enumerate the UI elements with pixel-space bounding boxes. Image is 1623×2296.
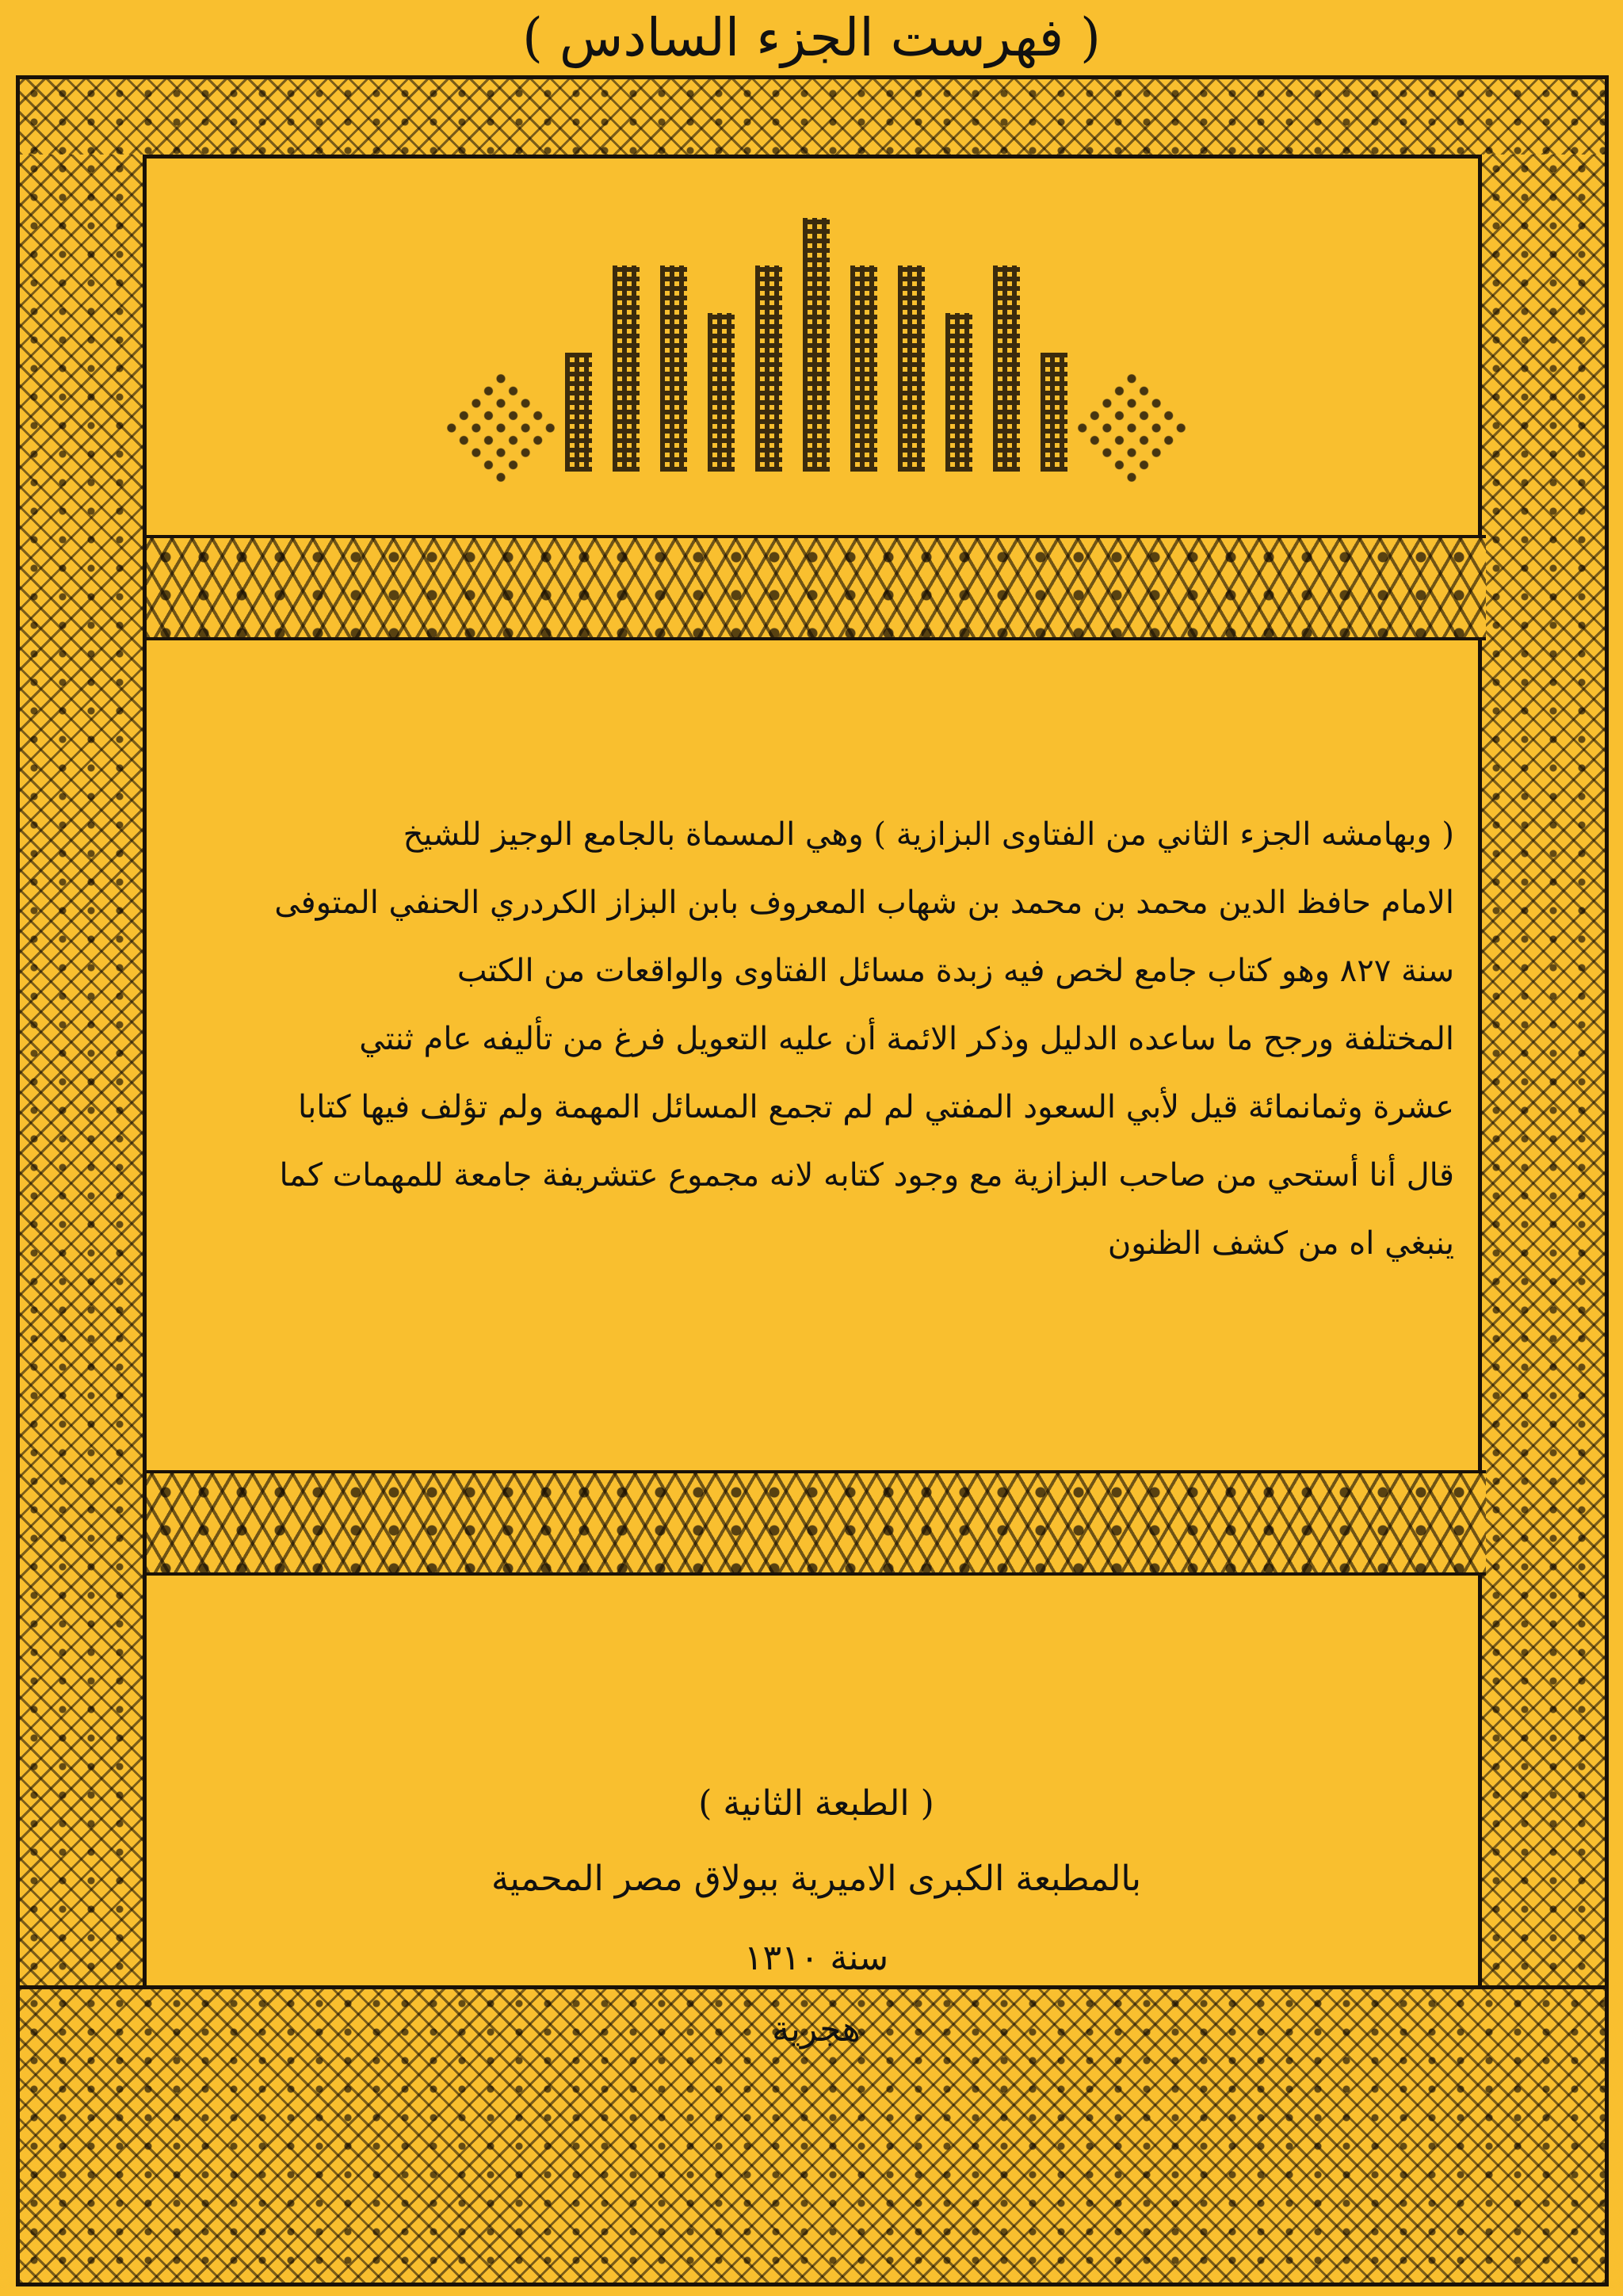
margin-note-line: سنة ٨٢٧ وهو كتاب جامع لخص فيه زبدة مسائل الفتاوى والواقعات من الكتب <box>456 953 1454 989</box>
margin-note-line: ينبغي اه من كشف الظنون <box>1107 1225 1454 1262</box>
kufic-calligraphy-title <box>457 218 1175 472</box>
ornamental-border-top <box>20 79 1605 159</box>
edition-label: ( الطبعة الثانية ) <box>698 1783 934 1824</box>
page-header-title: ( فهرست الجزء السادس ) <box>522 7 1101 68</box>
rosette-ornament-left <box>457 384 544 472</box>
imprint-panel <box>147 1577 1486 2050</box>
margin-note-line: ( وبهامشه الجزء الثاني من الفتاوى البزازية ) وهي المسماة بالجامع الوجيز للشيخ <box>403 816 1454 853</box>
title-page-frame <box>16 75 1609 2286</box>
margin-note-line: قال أنا أستحي من صاحب البزازية مع وجود كتابه لانه مجموع عتشريفة جامعة للمهمات كما <box>279 1157 1454 1194</box>
publication-year: سنة ١٣١٠ <box>743 1938 889 1978</box>
kufic-title-panel <box>147 159 1486 531</box>
era-label: هجرية <box>772 2009 861 2050</box>
ornamental-border-right <box>1478 155 1605 2001</box>
press-name: بالمطبعة الكبرى الاميرية ببولاق مصر المحمية <box>491 1859 1142 1899</box>
ornamental-band-upper <box>147 535 1486 640</box>
ornamental-border-left <box>20 155 147 2001</box>
margin-note-line: المختلفة ورجح ما ساعده الدليل وذكر الائمة أن عليه التعويل فرغ من تأليفه عام ثنتي <box>359 1021 1454 1057</box>
rosette-ornament-right <box>1088 384 1175 472</box>
margin-note-text <box>147 642 1486 1462</box>
margin-note-line: عشرة وثمانمائة قيل لأبي السعود المفتي لم لم تجمع المسائل المهمة ولم تؤلف فيها كتابا <box>297 1089 1454 1125</box>
ornamental-band-lower <box>147 1470 1486 1576</box>
margin-note-line: الامام حافظ الدين محمد بن محمد بن شهاب المعروف بابن البزاز الكردري الحنفي المتوفى <box>274 884 1454 921</box>
